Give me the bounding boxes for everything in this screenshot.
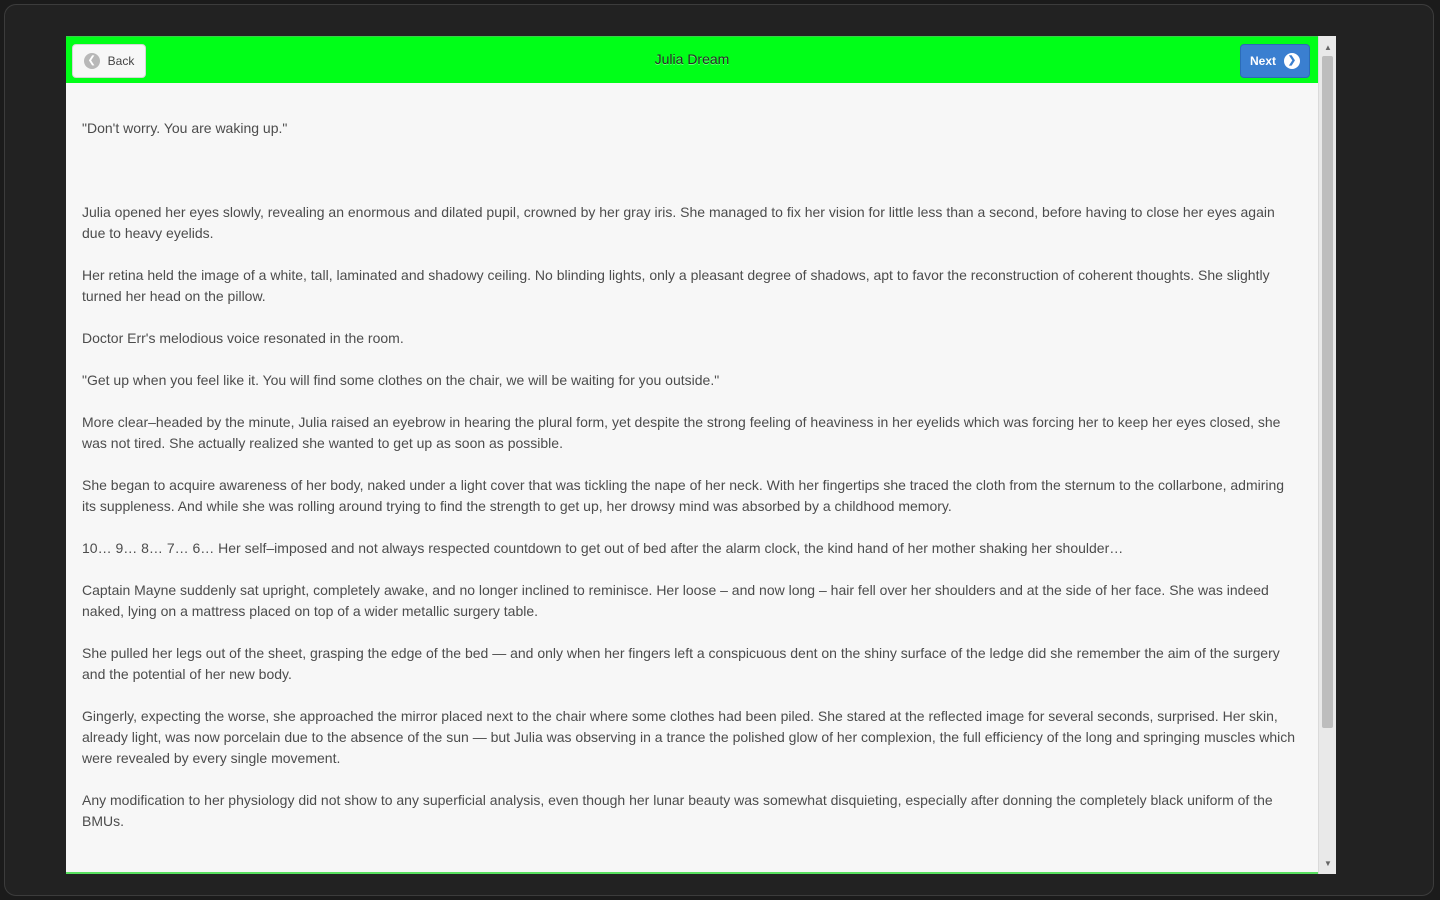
- back-circle-icon: ❮: [84, 53, 100, 69]
- device-frame: [4, 4, 1434, 896]
- next-button-label: Next: [1249, 54, 1276, 68]
- header-bar: [66, 36, 1318, 83]
- back-button-label: Back: [107, 54, 135, 68]
- scroll-thumb[interactable]: [1322, 56, 1333, 728]
- story-paragraph: She pulled her legs out of the sheet, grasping the edge of the bed — and only when her fingers left a conspicuous dent on the shiny surface of the ledge did she remember the aim of the surgery and the potential of her new body.: [82, 645, 1280, 682]
- story-paragraph: Her retina held the image of a white, tall, laminated and shadowy ceiling. No blinding lights, only a pleasant degree of shadows, apt to favor the reconstruction of coherent thoughts. She slightly turned her head on the pillow.: [82, 267, 1270, 304]
- story-paragraph: "Don't worry. You are waking up.": [82, 120, 288, 136]
- story-paragraph: Doctor Err's melodious voice resonated in the room.: [82, 330, 404, 346]
- story-paragraph: 10… 9… 8… 7… 6… Her self–imposed and not always respected countdown to get out of bed after the alarm clock, the kind hand of her mother shaking her shoulder…: [82, 540, 1124, 556]
- story-content: [82, 118, 1300, 870]
- app-window: [66, 36, 1336, 874]
- story-paragraph: Any modification to her physiology did not show to any superficial analysis, even though her lunar beauty was somewhat disquieting, especially after donning the completely black uniform of the BMUs.: [82, 792, 1273, 829]
- scroll-down-arrow-icon[interactable]: ▼: [1324, 858, 1332, 868]
- story-paragraph: She began to acquire awareness of her body, naked under a light cover that was tickling the nape of her neck. With her fingertips she traced the cloth from the sternum to the collarbone, admiring its suppleness. And while she was rolling around trying to find the strength to get up, her drowsy mind was absorbed by a childhood memory.: [82, 477, 1285, 514]
- story-paragraph: Julia opened her eyes slowly, revealing an enormous and dilated pupil, crowned by her gray iris. She managed to fix her vision for little less than a second, before having to close her eyes again due to heavy eyelids.: [82, 204, 1275, 241]
- story-paragraph: "Get up when you feel like it. You will find some clothes on the chair, we will be waiting for you outside.": [82, 372, 720, 388]
- page-title: Julia Dream: [654, 51, 730, 67]
- story-paragraph: More clear–headed by the minute, Julia raised an eyebrow in hearing the plural form, yet despite the strong feeling of heaviness in her eyelids which was forcing her to keep her eyes closed, she was not tired. She actually realized she wanted to get up as soon as possible.: [82, 414, 1281, 451]
- next-button[interactable]: [1240, 44, 1310, 78]
- story-paragraph: Captain Mayne suddenly sat upright, completely awake, and no longer inclined to reminisce. Her loose – and now long – hair fell over her shoulders and at the side of her face. She was indeed naked, lying on a mattress placed on top of a wider metallic surgery table.: [82, 582, 1269, 619]
- story-paragraph: Gingerly, expecting the worse, she approached the mirror placed next to the chair where some clothes had been piled. She stared at the reflected image for several seconds, surprised. Her skin, already light, was now porcelain due to the absence of the sun — but Julia was observing in a trance the polished glow of her complexion, the full efficiency of the long and springing muscles which were revealed by every single movement.: [82, 708, 1296, 766]
- bottom-accent-line: [66, 872, 1318, 874]
- vertical-scrollbar[interactable]: [1318, 36, 1336, 874]
- scroll-up-arrow-icon[interactable]: ▲: [1324, 42, 1332, 52]
- next-circle-icon: ❯: [1284, 53, 1300, 69]
